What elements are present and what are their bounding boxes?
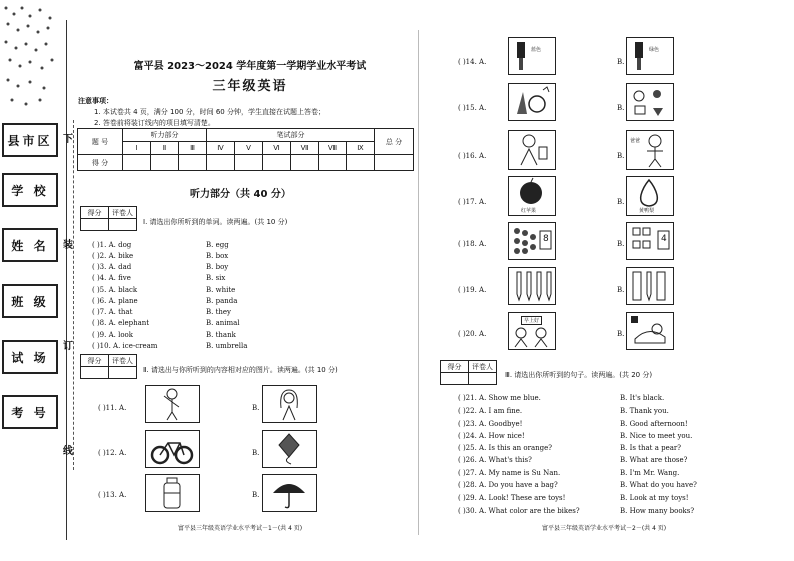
mini-score-cell[interactable] [441, 373, 469, 385]
q16-b: B. [617, 152, 625, 160]
s1-q7-b: B. they [206, 308, 232, 316]
s2-q12-b: B. [252, 449, 260, 457]
paintbrush-icon [509, 38, 554, 73]
boy-icon [146, 386, 198, 421]
picture-kite [262, 430, 317, 468]
s2-q13-b: B. [252, 491, 260, 499]
s3-q30: ( )30. A. What color are the bikes? [458, 507, 580, 515]
score-cell[interactable] [319, 155, 347, 171]
score-cell[interactable] [291, 155, 319, 171]
subject-title: 三年级英语 [212, 79, 288, 94]
q14-b: B. [617, 58, 625, 66]
s1-q2-b: B. box [206, 252, 229, 260]
s3-q24-b: B. Nice to meet you. [620, 432, 693, 440]
picture-vegetables [508, 83, 556, 121]
s3-q28: ( )28. A. Do you have a bag? [458, 481, 558, 489]
s1-q6: ( )6. A. plane [92, 297, 138, 305]
score-roman-9: Ⅸ [347, 142, 375, 155]
q19: ( )19. A. [458, 286, 487, 294]
s3-q27-b: B. I'm Mr. Wang. [620, 469, 680, 477]
class-box[interactable]: 班 级 [2, 284, 58, 318]
caption-dad: 爸爸 [630, 138, 641, 144]
picture-dad [626, 130, 674, 170]
caption-good-morning: 早上好 [521, 316, 542, 325]
exam-title: 富平县 2023～2024 学年度第一学期学业水平考试 [133, 61, 367, 72]
mini-grader-label: 评卷人 [109, 207, 137, 219]
s3-q23-b: B. Good afternoon! [620, 420, 688, 428]
picture-umbrella [262, 474, 317, 512]
score-roman-1: Ⅰ [123, 142, 151, 155]
q15-b: B. [617, 104, 625, 112]
section1-title: Ⅰ. 请选出你所听到的单词。读两遍。(共 10 分) [143, 218, 288, 226]
score-table [77, 128, 414, 171]
s1-q8-b: B. animal [206, 319, 240, 327]
listening-heading: 听力部分（共 40 分） [190, 189, 291, 200]
q18-b: B. [617, 240, 625, 248]
pencils-icon [509, 268, 554, 303]
s1-q4: ( )4. A. five [92, 274, 131, 282]
s3-q25: ( )25. A. Is this an orange? [458, 444, 553, 452]
s3-q28-b: B. What do you have? [620, 481, 697, 489]
picture-bike [145, 430, 200, 468]
bike-icon [146, 431, 198, 466]
picture-brush-blue [508, 37, 556, 75]
q15: ( )15. A. [458, 104, 487, 112]
number-four: 4 [661, 234, 667, 244]
footer-page-1: 富平县三年级英语学业水平考试－1－(共 4 页) [178, 525, 303, 532]
picture-pear [626, 176, 674, 216]
s3-q22: ( )22. A. I am fine. [458, 407, 523, 415]
binding-margin-line [66, 20, 67, 540]
page-divider [418, 30, 419, 535]
picture-brush-green [626, 37, 674, 75]
school-box[interactable]: 学 校 [2, 173, 58, 207]
s1-q1: ( )1. A. dog [92, 241, 132, 249]
s1-q5: ( )5. A. black [92, 286, 138, 294]
picture-four-items [626, 222, 674, 260]
s3-q26: ( )26. A. What's this? [458, 456, 532, 464]
name-box[interactable]: 姓 名 [2, 228, 58, 262]
bedtime-icon [627, 313, 672, 348]
q18: ( )18. A. [458, 240, 487, 248]
binding-char-2: 装 [63, 240, 73, 251]
s1-q7: ( )7. A. that [92, 308, 133, 316]
s3-q27: ( )27. A. My name is Su Nan. [458, 469, 561, 477]
score-cell[interactable] [179, 155, 207, 171]
s3-q26-b: B. What are those? [620, 456, 688, 464]
picture-ruler-pencil [626, 267, 674, 305]
score-cell[interactable] [151, 155, 179, 171]
picture-girl-phone [508, 130, 556, 170]
s3-q25-b: B. Is that a pear? [620, 444, 682, 452]
s1-q3: ( )3. A. dad [92, 263, 132, 271]
corner-dot-pattern [0, 0, 60, 120]
paintbrush-icon [627, 38, 672, 73]
picture-animals [626, 83, 674, 121]
s3-q21-b: B. It's black. [620, 394, 665, 402]
s1-q9: ( )9. A. look [92, 331, 134, 339]
mini-grader-cell[interactable] [109, 367, 137, 379]
picture-good-morning [508, 312, 556, 350]
caption-yellow-pear: 黄鸭梨 [639, 208, 655, 214]
binding-char-1: 下 [63, 134, 73, 145]
s1-q9-b: B. thank [206, 331, 236, 339]
q20-b: B. [617, 330, 625, 338]
exam-room-box[interactable]: 试 场 [2, 340, 58, 374]
score-roman-6: Ⅵ [263, 142, 291, 155]
s1-q4-b: B. six [206, 274, 226, 282]
section1-score-box [80, 206, 137, 231]
notes-heading: 注意事项： [78, 97, 113, 105]
vegetables-icon [509, 84, 554, 119]
exam-number-box[interactable]: 考 号 [2, 395, 58, 429]
mini-score-label: 得分 [81, 207, 109, 219]
mini-score-label: 得分 [441, 361, 469, 373]
score-cell[interactable] [263, 155, 291, 171]
s2-q11-b: B. [252, 404, 260, 412]
picture-pencils [508, 267, 556, 305]
s2-q13: ( )13. A. [98, 491, 127, 499]
s1-q10: ( )10. A. ice-cream [92, 342, 158, 350]
score-roman-7: Ⅶ [291, 142, 319, 155]
score-cell-total[interactable] [375, 155, 414, 171]
s1-q1-b: B. egg [206, 241, 229, 249]
score-table-total-header: 总 分 [375, 129, 414, 155]
footer-page-2: 富平县三年级英语学业水平考试－2－(共 4 页) [542, 525, 667, 532]
girl-icon [509, 131, 554, 168]
picture-girl [262, 385, 317, 423]
s2-q12: ( )12. A. [98, 449, 127, 457]
note-1: 1. 本试卷共 4 页，满分 100 分，时间 60 分钟，学生直接在试题上答卷； [94, 108, 325, 116]
section2-score-box [80, 354, 137, 379]
caption-green: 绿色 [649, 47, 660, 53]
picture-eight-items [508, 222, 556, 260]
girl-icon [263, 386, 315, 421]
score-roman-8: Ⅷ [319, 142, 347, 155]
s3-q21: ( )21. A. Show me blue. [458, 394, 541, 402]
score-cell[interactable] [347, 155, 375, 171]
picture-bottle [145, 474, 200, 512]
s1-q10-b: B. umbrella [206, 342, 248, 350]
mini-grader-cell[interactable] [469, 373, 497, 385]
s3-q23: ( )23. A. Goodbye! [458, 420, 523, 428]
section3-title: Ⅲ. 请选出你所听到的句子。读两遍。(共 20 分) [505, 371, 653, 379]
section2-title: Ⅱ. 请选出与你所听到的内容相对应的图片。读两遍。(共 10 分) [143, 366, 338, 374]
bottle-icon [146, 475, 198, 510]
note-2: 2. 答卷前将装订线内的项目填写清楚。 [94, 119, 215, 127]
score-roman-3: Ⅲ [179, 142, 207, 155]
q19-b: B. [617, 286, 625, 294]
score-roman-4: Ⅳ [207, 142, 235, 155]
binding-dashed-line [73, 120, 74, 470]
s1-q6-b: B. panda [206, 297, 238, 305]
mini-grader-label: 评卷人 [109, 355, 137, 367]
score-cell[interactable] [123, 155, 151, 171]
caption-red-apple: 红苹果 [521, 208, 537, 214]
binding-char-4: 线 [63, 446, 73, 457]
s2-q11: ( )11. A. [98, 404, 127, 412]
picture-sleeping [626, 312, 674, 350]
caption-blue: 蓝色 [531, 47, 542, 53]
q20: ( )20. A. [458, 330, 487, 338]
s1-q8: ( )8. A. elephant [92, 319, 150, 327]
s1-q2: ( )2. A. bike [92, 252, 134, 260]
score-roman-5: Ⅴ [235, 142, 263, 155]
mini-score-cell[interactable] [81, 367, 109, 379]
mini-score-label: 得分 [81, 355, 109, 367]
ruler-icon [627, 268, 672, 303]
score-roman-2: Ⅱ [151, 142, 179, 155]
q14: ( )14. A. [458, 58, 487, 66]
mini-grader-cell[interactable] [109, 219, 137, 231]
q17-b: B. [617, 198, 625, 206]
score-table-qnum-header: 题 号 [78, 129, 123, 155]
binding-char-3: 订 [63, 341, 73, 352]
q17: ( )17. A. [458, 198, 487, 206]
score-table-listening-header: 听力部分 [123, 129, 207, 142]
section3-score-box [440, 360, 497, 385]
s3-q29: ( )29. A. Look! These are toys! [458, 494, 566, 502]
s1-q3-b: B. boy [206, 263, 229, 271]
score-cell[interactable] [235, 155, 263, 171]
picture-boy-waving [145, 385, 200, 423]
picture-apple [508, 176, 556, 216]
mini-grader-label: 评卷人 [469, 361, 497, 373]
s3-q24: ( )24. A. How nice! [458, 432, 525, 440]
score-table-row-label: 得 分 [78, 155, 123, 171]
mini-score-cell[interactable] [81, 219, 109, 231]
county-box[interactable]: 县市区 [2, 123, 58, 157]
score-table-written-header: 笔试部分 [207, 129, 375, 142]
number-eight: 8 [543, 234, 549, 244]
s3-q22-b: B. Thank you. [620, 407, 669, 415]
score-cell[interactable] [207, 155, 235, 171]
kite-icon [263, 431, 315, 466]
s3-q30-b: B. How many books? [620, 507, 695, 515]
q16: ( )16. A. [458, 152, 487, 160]
animals-icon [627, 84, 672, 119]
s1-q5-b: B. white [206, 286, 236, 294]
s3-q29-b: B. Look at my toys! [620, 494, 689, 502]
umbrella-icon [263, 475, 315, 510]
